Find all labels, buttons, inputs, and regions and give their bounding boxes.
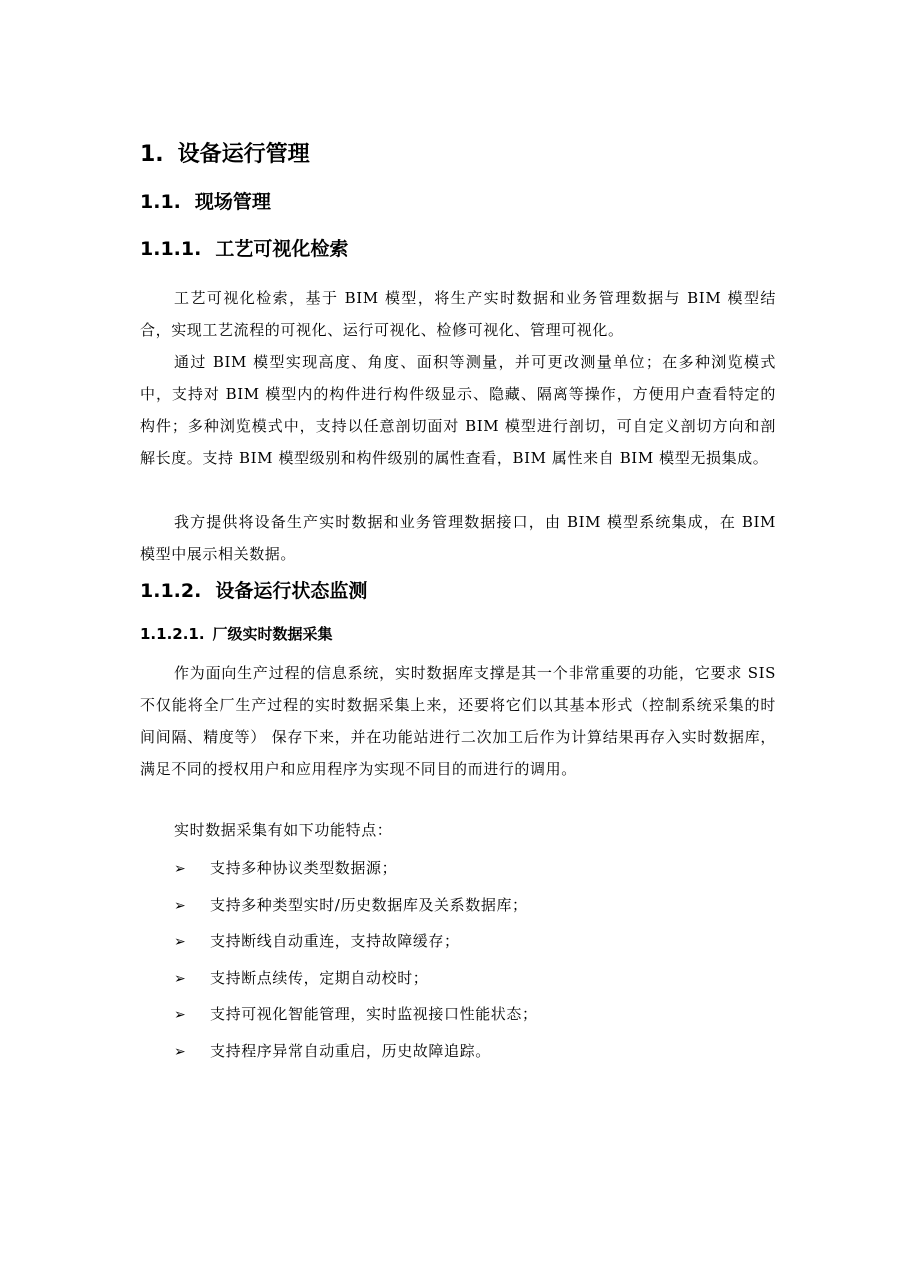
heading-1-1-2-1-number: 1.1.2.1. bbox=[140, 625, 205, 643]
list-item bbox=[174, 996, 538, 1033]
paragraph: 工艺可视化检索，基于 BIM 模型，将生产实时数据和业务管理数据与 BIM 模型结合，实现工艺流程的可视化、运行可视化、检修可视化、管理可视化。 bbox=[140, 289, 776, 339]
list-item bbox=[174, 887, 538, 924]
list-item-text: 支持可视化智能管理，实时监视接口性能状态； bbox=[210, 1005, 538, 1023]
heading-1-1-1 bbox=[140, 236, 348, 262]
heading-1-number: 1. bbox=[140, 142, 164, 167]
heading-1-title: 设备运行管理 bbox=[177, 142, 310, 167]
heading-1-1-2-1-title: 厂级实时数据采集 bbox=[212, 625, 333, 643]
list-item bbox=[174, 960, 538, 997]
list-item bbox=[174, 923, 538, 960]
heading-1-1-1-title: 工艺可视化检索 bbox=[215, 238, 349, 260]
list-item-text: 支持程序异常自动重启，历史故障追踪。 bbox=[210, 1041, 491, 1060]
feature-list bbox=[174, 850, 538, 1069]
heading-1-1-1-number: 1.1.1. bbox=[140, 238, 202, 260]
heading-1-1-number: 1.1. bbox=[140, 191, 181, 213]
heading-1-1-2-title: 设备运行状态监测 bbox=[215, 580, 368, 602]
arrow-bullet-icon: ➢ bbox=[174, 970, 187, 987]
arrow-bullet-icon: ➢ bbox=[174, 1043, 187, 1060]
heading-1 bbox=[140, 140, 310, 170]
heading-1-1-2-number: 1.1.2. bbox=[140, 580, 202, 602]
paragraph: 作为面向生产过程的信息系统，实时数据库支撑是其一个非常重要的功能，它要求 SIS 不仅能将全厂生产过程的实时数据采集上来，还要将它们以其基本形式（控制系统采集的时间间隔、精度等） 保存下来，并在功能站进行二次加工后作为计算结果再存入实时数据库，满足不同的授权用户和应用程序为实现不同目的而进行的调用。 bbox=[140, 664, 776, 778]
heading-1-1-2-1 bbox=[140, 623, 333, 645]
arrow-bullet-icon: ➢ bbox=[174, 861, 187, 877]
list-item bbox=[174, 1033, 538, 1070]
heading-1-1-title: 现场管理 bbox=[194, 191, 271, 213]
paragraph: 我方提供将设备生产实时数据和业务管理数据接口，由 BIM 模型系统集成，在 BIM 模型中展示相关数据。 bbox=[140, 513, 776, 563]
paragraph: 通过 BIM 模型实现高度、角度、面积等测量，并可更改测量单位；在多种浏览模式中，支持对 BIM 模型内的构件进行构件级显示、隐藏、隔离等操作，方便用户查看特定的构件；多种浏览模式中，支持以任意剖切面对 BIM 模型进行剖切，可自定义剖切方向和剖解长度。支持 BIM 模型级别和构件级别的属性查看，BIM 属性来自 BIM 模型无损集成。 bbox=[140, 353, 776, 467]
list-item-text: 支持断线自动重连，支持故障缓存； bbox=[210, 932, 460, 950]
heading-1-1 bbox=[140, 189, 271, 215]
arrow-bullet-icon: ➢ bbox=[174, 1007, 187, 1023]
list-item-text: 支持断点续传，定期自动校时； bbox=[210, 968, 429, 987]
arrow-bullet-icon: ➢ bbox=[174, 934, 187, 950]
list-item-text: 支持多种类型实时/历史数据库及关系数据库； bbox=[210, 895, 528, 914]
heading-1-1-2 bbox=[140, 578, 367, 604]
paragraph: 实时数据采集有如下功能特点： bbox=[174, 821, 393, 839]
list-item bbox=[174, 850, 538, 887]
arrow-bullet-icon: ➢ bbox=[174, 897, 187, 914]
list-item-text: 支持多种协议类型数据源； bbox=[210, 859, 398, 877]
